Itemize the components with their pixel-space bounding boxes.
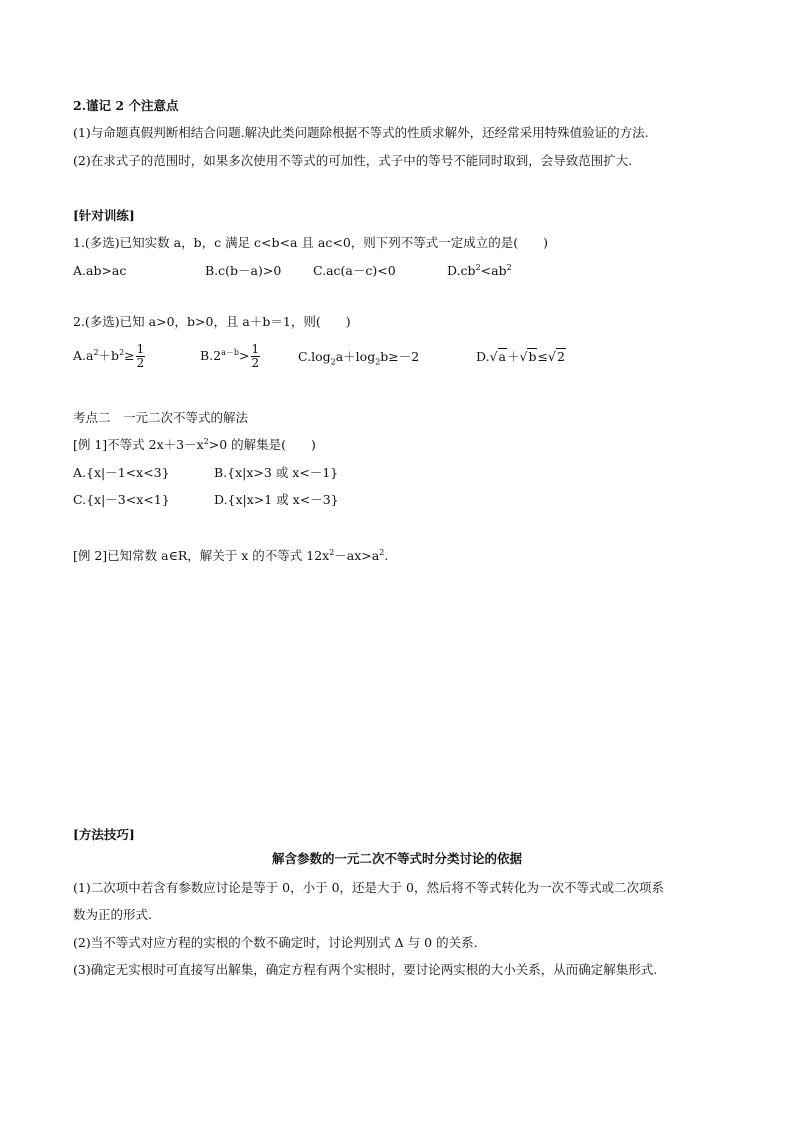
method-paragraph-1: (1)二次项中若含有参数应讨论是等于 0，小于 0，还是大于 0，然后将不等式转化为一次不等式或二次项系 xyxy=(73,880,664,895)
q2-option-b: $B.2^{a-b}>$ $\frac{1}{2}$ xyxy=(200,342,260,370)
q2-option-a: $A.a^2+b^2\ge$ $\frac{1}{2}$ xyxy=(73,342,145,370)
sqrt-symbol: √b xyxy=(519,349,537,364)
example-1-stem: [例 1]不等式 $2x+3-x^2>0$ 的解集是( ) xyxy=(73,436,316,452)
note-paragraph-1: (1)与命题真假判断相结合问题.解决此类问题除根据不等式的性质求解外，还经常采用特殊值验证的方法. xyxy=(73,125,649,140)
question-2-options xyxy=(73,342,773,375)
method-header: [方法技巧] xyxy=(73,827,135,842)
method-title: 解含参数的一元二次不等式时分类讨论的依据 xyxy=(271,851,522,866)
method-paragraph-3: (3)确定无实根时可直接写出解集，确定方程有两个实根时，要讨论两实根的大小关系，从而确定解集形式. xyxy=(73,962,658,977)
fraction: $\frac{1}{2}$ xyxy=(251,342,260,370)
q1-option-d: $D.cb^2<ab^2$ xyxy=(447,262,512,278)
q1-option-a: A.ab>ac xyxy=(73,263,127,278)
sqrt-symbol: √2 xyxy=(547,349,565,364)
q1-option-c: C.ac(a－c)<0 xyxy=(313,263,396,278)
topic-title: 考点二 一元二次不等式的解法 xyxy=(73,410,249,425)
q2-option-d: D.√a＋√b≤√2 xyxy=(476,349,565,364)
q2-option-c: $C.\log_2a+\log_2b\ge-2$ xyxy=(298,349,420,367)
fraction: $\frac{1}{2}$ xyxy=(136,342,145,370)
question-2-stem: 2.(多选)已知 a>0，b>0，且 a＋b＝1，则( ) xyxy=(73,314,351,329)
q1-option-b: B.c(b－a)>0 xyxy=(205,263,282,278)
section-title: 2.谨记 2 个注意点 xyxy=(73,98,179,113)
ex1-option-a: A.{x|－1<x<3} xyxy=(73,465,170,480)
question-1-stem: 1.(多选)已知实数 a，b，c 满足 c<b<a 且 ac<0，则下列不等式一定成立的是( ) xyxy=(73,235,549,250)
method-paragraph-1-cont: 数为正的形式. xyxy=(73,907,152,922)
ex1-option-b: B.{x|x>3 或 x<－1} xyxy=(214,465,339,480)
ex1-option-d: D.{x|x>1 或 x<－3} xyxy=(214,492,339,507)
training-header: [针对训练] xyxy=(73,208,135,223)
ex1-option-c: C.{x|－3<x<1} xyxy=(73,492,170,507)
sqrt-symbol: √a xyxy=(489,349,506,364)
method-paragraph-2: (2)当不等式对应方程的实根的个数不确定时，讨论判别式 Δ 与 0 的关系. xyxy=(73,935,478,950)
note-paragraph-2: (2)在求式子的范围时，如果多次使用不等式的可加性，式子中的等号不能同时取到，会导致范围扩大. xyxy=(73,153,633,168)
example-2-stem: [例 2]已知常数 a∈R，解关于 x 的不等式 $12x^2-ax>a^2$. xyxy=(73,547,389,563)
